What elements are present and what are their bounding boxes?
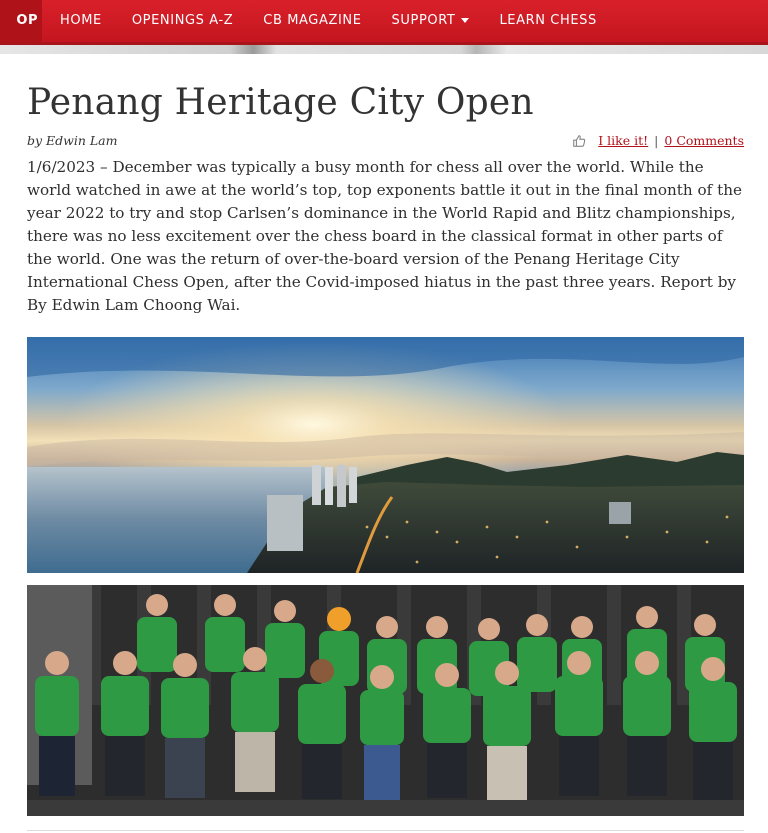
brand-fragment[interactable]: OP (0, 0, 42, 42)
caret-down-icon (461, 18, 469, 23)
group-photo-illustration (27, 585, 744, 816)
skyline-illustration (27, 337, 744, 573)
content-divider (27, 830, 744, 831)
nav-item-support-label: SUPPORT (391, 13, 456, 28)
thumbs-up-icon[interactable] (572, 134, 586, 148)
header-banner-strip (0, 42, 768, 54)
article-lead-paragraph: 1/6/2023 – December was typically a busy month for chess all over the world. While the world watched in awe at the world’s top, top exponents battle it out in the final month of the year 2022 to try and stop Carlsen’s dominance in the World Rapid and Blitz championships, there was no less excitement over the chess board in the classical format in other parts of the world. One was the return of over-the-board version of the Penang Heritage City International Chess Open, after the Covid-imposed hiatus in the past three years. Report by By Edwin Lam Choong Wai. (27, 158, 742, 314)
main-menu (45, 0, 612, 42)
article-actions (572, 133, 744, 148)
group-photo (27, 585, 744, 816)
nav-item-home[interactable]: HOME (60, 13, 102, 28)
page-title: Penang Heritage City Open (27, 82, 534, 123)
top-navbar (0, 0, 768, 42)
article-byline: by Edwin Lam (27, 133, 118, 148)
nav-item-learn-chess[interactable]: LEARN CHESS (499, 13, 597, 28)
actions-separator: | (654, 133, 659, 148)
penang-skyline-photo (27, 337, 744, 573)
comments-link[interactable]: 0 Comments (664, 133, 744, 148)
nav-item-cb-magazine[interactable]: CB MAGAZINE (263, 13, 362, 28)
nav-item-openings[interactable]: OPENINGS A-Z (131, 13, 234, 28)
like-link[interactable]: I like it! (598, 133, 649, 148)
nav-item-support[interactable] (377, 0, 485, 42)
